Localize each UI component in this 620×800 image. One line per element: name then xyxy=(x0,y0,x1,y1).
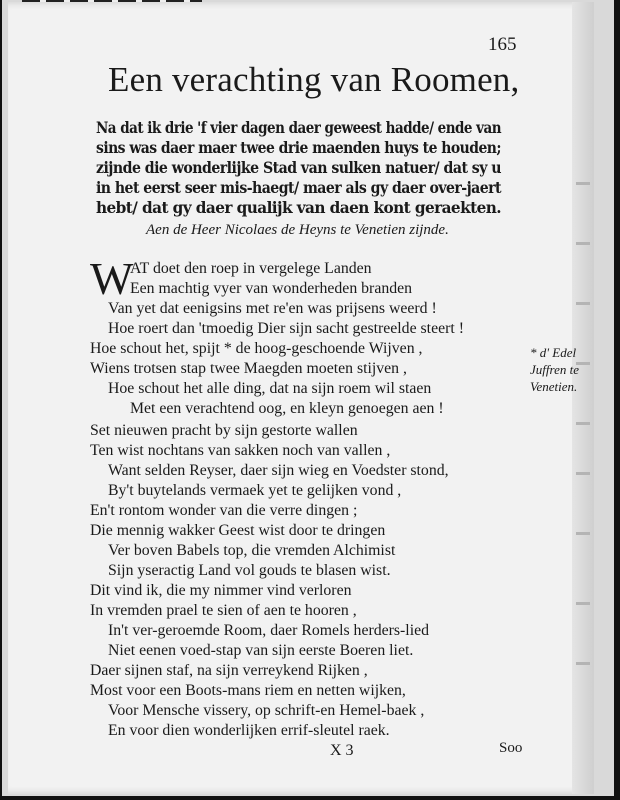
verse-line: Die mennig wakker Geest wist door te dringen xyxy=(90,522,386,539)
marginal-note-line: * d' Edel xyxy=(530,345,577,360)
verse-line: Wiens trotsen stap twee Maegden moeten stijven , xyxy=(90,360,407,377)
catchword: Soo xyxy=(499,740,523,756)
verse-line: Daer sijnen staf, na sijn verreykend Rijken , xyxy=(90,662,368,679)
verse-line: En voor dien wonderlijken errif-sleutel raek. xyxy=(108,722,390,739)
verse-line: Set nieuwen pracht by sijn gestorte wallen xyxy=(90,422,358,439)
facing-page-bleed xyxy=(572,2,594,794)
verse-line: Hoe schout het alle ding, dat na sijn roem wil staen xyxy=(108,380,432,397)
blackletter-line: in het eerst seer mis-haegt/ maer als gy daer over-jaert xyxy=(96,178,501,197)
page-title: Een verachting van Roomen, xyxy=(108,60,520,99)
verse-line: Voor Mensche vissery, op schrift-en Hemel-baek , xyxy=(108,702,425,719)
verse-line: In vremden prael te sien of aen te hooren , xyxy=(90,602,357,619)
drop-cap: W xyxy=(90,253,134,304)
verse-line: Een machtig vyer van wonderheden branden xyxy=(130,280,413,297)
marginal-note-line: Venetien. xyxy=(530,379,578,394)
verse-line: Ver boven Babels top, die vremden Alchimist xyxy=(108,542,396,559)
blackletter-line: zijnde die wonderlijke Stad van sulken natuer/ dat sy u xyxy=(96,158,501,177)
verse-line: In't ver-geroemde Room, daer Romels herders-lied xyxy=(108,622,429,639)
blackletter-line: Na dat ik drie 'f vier dagen daer geweest hadde/ ende van xyxy=(96,118,501,137)
verse-line: AT doet den roep in vergelege Landen xyxy=(130,260,372,277)
verse-line: Want selden Reyser, daer sijn wieg en Voedster stond, xyxy=(108,462,449,479)
verse-line: Sijn yseractig Land vol gouds te blasen wist. xyxy=(108,562,391,579)
page-number: 165 xyxy=(488,34,517,55)
scanned-page xyxy=(2,0,614,796)
verse-line: En't rontom wonder van die verre dingen ; xyxy=(90,502,358,519)
verse-line: Met een verachtend oog, en kleyn genoegen aen ! xyxy=(130,400,444,417)
blackletter-line: sins was daer maer twee drie maenden huys te houden; xyxy=(96,138,501,157)
verse-line: Dit vind ik, die my nimmer vind verloren xyxy=(90,582,352,599)
verse-line: Ten wist nochtans van sakken noch van vallen , xyxy=(90,442,391,459)
marginal-note-line: Juffren te xyxy=(530,362,579,377)
verse-line: By't buytelands vermaek yet te gelijken vond , xyxy=(108,482,402,499)
verse-line: Niet eenen voed-stap van sijn eerste Boeren liet. xyxy=(108,642,414,659)
verse-line: Hoe roert dan 'tmoedig Dier sijn sacht gestreelde steert ! xyxy=(108,320,464,337)
dedication: Aen de Heer Nicolaes de Heyns te Venetien zijnde. xyxy=(146,222,449,238)
verse-line: Most voor een Boots-mans riem en netten wijken, xyxy=(90,682,406,699)
book-page xyxy=(8,2,594,794)
verse-line: Hoe schout het, spijt * de hoog-geschoende Wijven , xyxy=(90,340,423,357)
signature-mark: X 3 xyxy=(330,742,354,759)
verse-line: Van yet dat eenigsins met re'en was prijsens weerd ! xyxy=(108,300,437,317)
blackletter-line: hebt/ dat gy daer qualijk van daen kont geraekten. xyxy=(96,198,501,217)
